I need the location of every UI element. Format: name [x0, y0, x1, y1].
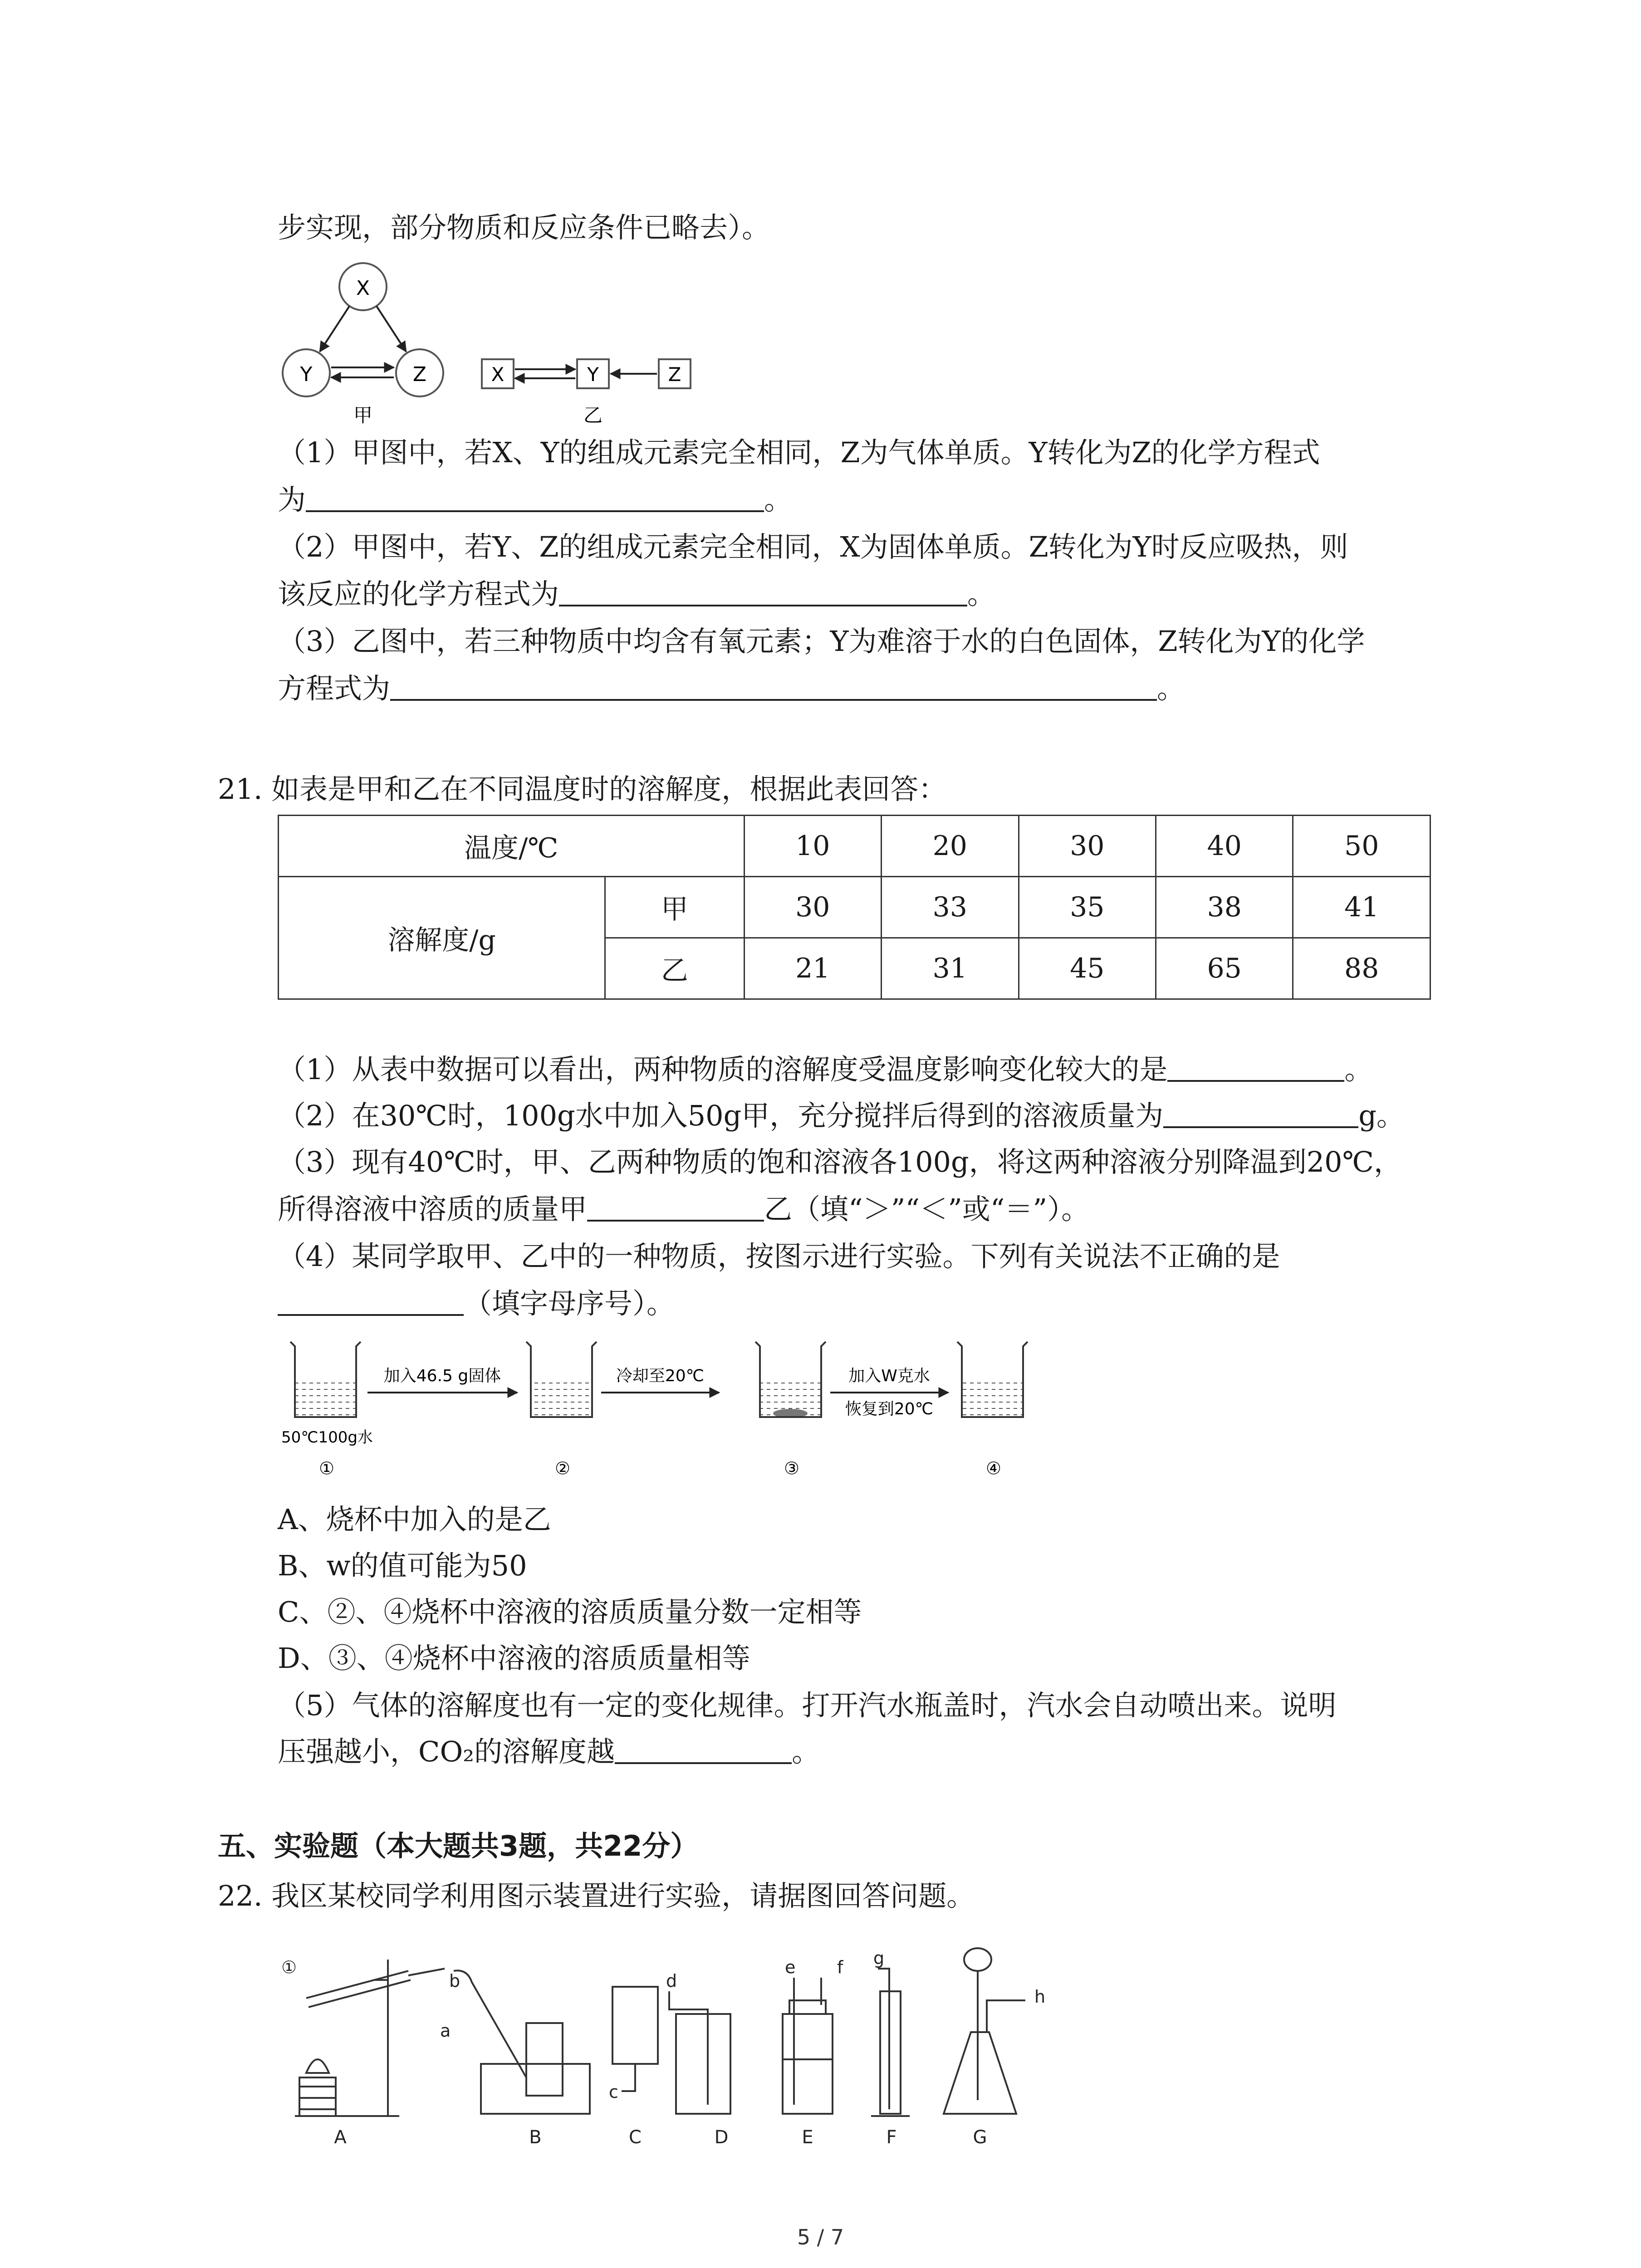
apparatus-c — [612, 1987, 658, 2091]
apparatus-label-d: D — [714, 2127, 729, 2148]
port-label-e: e — [785, 1957, 796, 1977]
q21-option-a: A、烧杯中加入的是乙 — [278, 1503, 551, 1536]
q21-p3-answer-blank[interactable] — [587, 1192, 764, 1222]
q21-p4-line1: （4）某同学取甲、乙中的一种物质，按图示进行实验。下列有关说法不正确的是 — [278, 1240, 1280, 1273]
q21-option-b: B、w的值可能为50 — [278, 1549, 527, 1582]
solubility-cell: 31 — [882, 938, 1019, 999]
q21-p5-answer-blank[interactable] — [615, 1734, 792, 1764]
q21-p1-answer-blank[interactable] — [1167, 1052, 1344, 1082]
q21-p4-line2: （填字母序号）。 — [278, 1286, 675, 1322]
q20-transform-diagrams — [272, 259, 726, 440]
q21-p2: （2）在30℃时，100g水中加入50g甲，充分搅拌后得到的溶液质量为 g。 — [278, 1099, 1405, 1132]
solubility-label: 溶解度/g — [279, 877, 605, 999]
solubility-cell: 38 — [1156, 877, 1293, 938]
q21-p2-answer-blank[interactable] — [1163, 1098, 1358, 1128]
beaker-label-1: ① — [318, 1458, 335, 1478]
port-label-g: g — [873, 1948, 885, 1968]
q20-intro-tail: 步实现，部分物质和反应条件已略去）。 — [278, 211, 770, 244]
q20-p1-answer-blank[interactable] — [306, 482, 764, 512]
temp-cell: 30 — [1019, 816, 1156, 877]
port-label-b: b — [449, 1971, 460, 1991]
q21-p3-line1: （3）现有40℃时，甲、乙两种物质的饱和溶液各100g，将这两种溶液分别降温到20℃， — [278, 1145, 1402, 1178]
jia-node-y: Y — [300, 363, 313, 386]
diagram-yi — [482, 359, 691, 426]
solubility-cell: 45 — [1019, 938, 1156, 999]
solubility-cell: 33 — [882, 877, 1019, 938]
solubility-cell: 21 — [744, 938, 881, 999]
temp-header: 温度/℃ — [279, 816, 745, 877]
solubility-cell: 41 — [1293, 877, 1430, 938]
apparatus-label-g: G — [973, 2127, 987, 2148]
apparatus-label-f: F — [886, 2127, 897, 2148]
page-number: 5 / 7 — [797, 2225, 844, 2249]
step3a-label: 加入W克水 — [848, 1367, 930, 1385]
q21-p4-answer-blank[interactable] — [278, 1286, 464, 1316]
solubility-cell: 88 — [1293, 938, 1430, 999]
apparatus-a — [295, 1960, 445, 2116]
q20-p2-line2: 该反应的化学方程式为 。 — [278, 577, 996, 611]
apparatus-label-b: B — [529, 2127, 542, 2148]
step3b-label: 恢复到20℃ — [845, 1400, 934, 1418]
solubility-cell: 65 — [1156, 938, 1293, 999]
yi-node-y: Y — [587, 363, 599, 386]
beaker-4 — [957, 1342, 1028, 1417]
apparatus-g — [944, 1948, 1025, 2114]
temp-cell: 40 — [1156, 816, 1293, 877]
q20-p3-line2: 方程式为 。 — [278, 672, 1185, 705]
jia-caption: 甲 — [353, 404, 373, 426]
beaker-label-4: ④ — [985, 1458, 1002, 1478]
apparatus-label-a: A — [334, 2127, 347, 2148]
q20-p2-line1: （2）甲图中，若Y、Z的组成元素完全相同，X为固体单质。Z转化为Y时反应吸热，则 — [278, 530, 1348, 563]
table-row — [279, 877, 1430, 938]
yi-node-z: Z — [668, 363, 681, 386]
substance-name: 甲 — [605, 877, 744, 938]
apparatus-label-e: E — [802, 2127, 813, 2148]
q21-option-d: D、③、④烧杯中溶液的溶质质量相等 — [278, 1642, 750, 1675]
apparatus-b — [454, 1970, 590, 2114]
solubility-cell: 35 — [1019, 877, 1156, 938]
q21-p1: （1）从表中数据可以看出，两种物质的溶解度受温度影响变化较大的是 。 — [278, 1053, 1373, 1086]
diagram-jia — [283, 263, 443, 426]
port-label-h: h — [1034, 1987, 1046, 2007]
q21-stem: 21. 如表是甲和乙在不同温度时的溶解度，根据此表回答： — [218, 772, 947, 806]
jia-node-x: X — [356, 277, 370, 300]
step1-label: 加入46.5 g固体 — [383, 1367, 501, 1385]
substance-name: 乙 — [605, 938, 744, 999]
beaker-label-2: ② — [554, 1458, 571, 1478]
q20-p1-line2: 为 。 — [278, 483, 793, 516]
port-label-d: d — [666, 1971, 677, 1991]
table-row — [279, 816, 1430, 877]
beaker-3 — [755, 1342, 826, 1418]
q21-option-c: C、②、④烧杯中溶液的溶质质量分数一定相等 — [278, 1595, 862, 1628]
apparatus-label-c: C — [629, 2127, 642, 2148]
temp-cell: 50 — [1293, 816, 1430, 877]
apparatus-d — [669, 1991, 730, 2114]
port-label-1: ① — [281, 1957, 297, 1977]
beaker-1 — [290, 1342, 361, 1417]
beaker-2 — [526, 1342, 597, 1417]
port-label-a: a — [440, 2021, 451, 2041]
apparatus-e — [783, 1978, 833, 2114]
beaker-experiment-diagram — [272, 1329, 1071, 1492]
q20-p2-answer-blank[interactable] — [559, 577, 967, 606]
lab-apparatus-diagram — [272, 1941, 1180, 2150]
temp-cell: 10 — [744, 816, 881, 877]
port-label-f: f — [837, 1957, 843, 1977]
q21-p5-line1: （5）气体的溶解度也有一定的变化规律。打开汽水瓶盖时，汽水会自动喷出来。说明 — [278, 1689, 1337, 1722]
beaker-label-3: ③ — [784, 1458, 800, 1478]
solubility-table — [278, 815, 1431, 1000]
step2-label: 冷却至20℃ — [616, 1367, 705, 1385]
q20-p1-line1: （1）甲图中，若X、Y的组成元素完全相同，Z为气体单质。Y转化为Z的化学方程式 — [278, 436, 1320, 469]
port-label-c: c — [609, 2082, 618, 2102]
q21-p5-line2: 压强越小，CO₂的溶解度越 。 — [278, 1735, 820, 1768]
solubility-cell: 30 — [744, 877, 881, 938]
temp-cell: 20 — [882, 816, 1019, 877]
q20-p3-line1: （3）乙图中，若三种物质中均含有氧元素；Y为难溶于水的白色固体，Z转化为Y的化学 — [278, 625, 1365, 658]
beaker-start-label: 50℃100g水 — [281, 1428, 373, 1447]
jia-node-z: Z — [412, 363, 427, 386]
q21-p3-line2: 所得溶液中溶质的质量甲 乙（填“＞”“＜”或“＝”）。 — [278, 1193, 1090, 1226]
apparatus-f — [871, 1969, 910, 2116]
q22-stem: 22. 我区某校同学利用图示装置进行实验，请据图回答问题。 — [218, 1879, 975, 1912]
yi-caption: 乙 — [583, 404, 603, 426]
section5-title: 五、实验题（本大题共3题，共22分） — [218, 1829, 699, 1862]
q20-p3-answer-blank[interactable] — [390, 671, 1157, 701]
yi-node-x: X — [491, 363, 505, 386]
